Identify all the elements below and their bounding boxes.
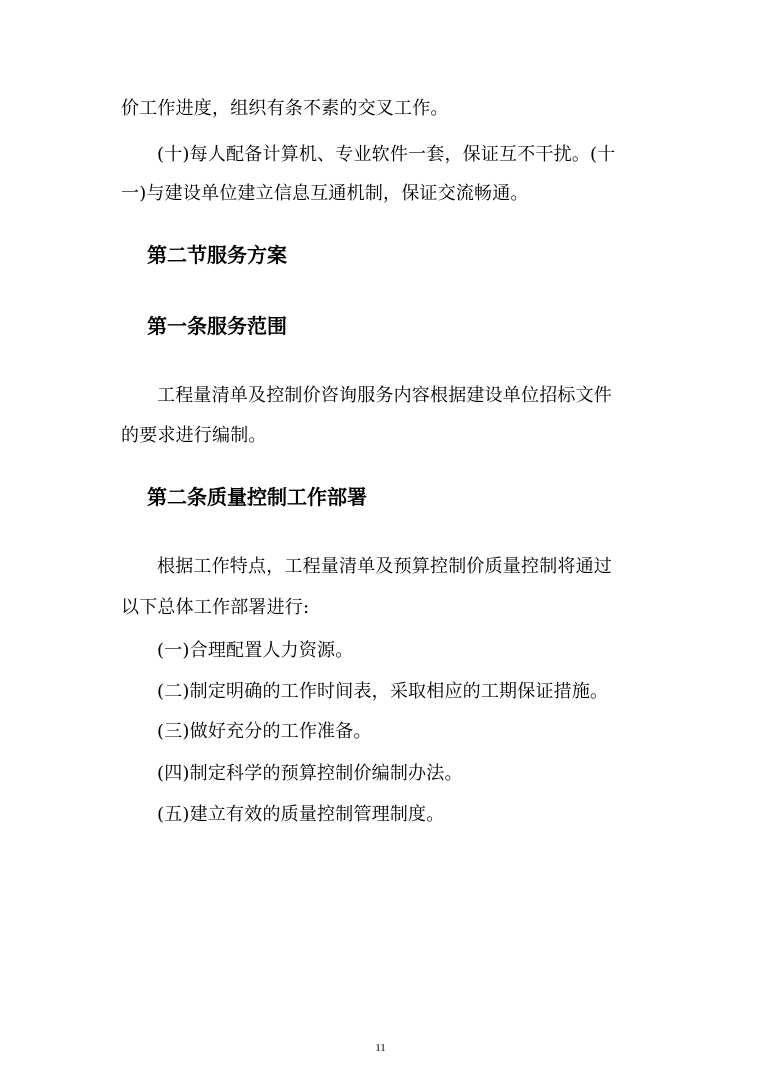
paragraph-line: 一)与建设单位建立信息互通机制，保证交流畅通。 xyxy=(121,183,529,204)
paragraph-line: (十)每人配备计算机、专业软件一套，保证互不干扰。(十 xyxy=(157,144,616,165)
section-heading: 第二节服务方案 xyxy=(147,243,287,267)
paragraph-line: 的要求进行编制。 xyxy=(121,425,267,446)
article-heading-quality: 第二条质量控制工作部署 xyxy=(147,485,367,509)
list-item: (一)合理配置人力资源。 xyxy=(157,640,354,661)
list-item: (四)制定科学的预算控制价编制办法。 xyxy=(157,763,463,784)
paragraph-line: 以下总体工作部署进行: xyxy=(121,597,310,618)
list-item: (五)建立有效的质量控制管理制度。 xyxy=(157,804,445,825)
paragraph-line: 工程量清单及控制价咨询服务内容根据建设单位招标文件 xyxy=(157,385,612,406)
page-number: 11 xyxy=(375,1042,386,1054)
article-heading-scope: 第一条服务范围 xyxy=(147,314,287,338)
paragraph-line: 根据工作特点，工程量清单及预算控制价质量控制将通过 xyxy=(157,556,612,577)
list-item: (二)制定明确的工作时间表，采取相应的工期保证措施。 xyxy=(157,681,609,702)
list-item: (三)做好充分的工作准备。 xyxy=(157,721,372,742)
paragraph-line: 价工作进度，组织有条不素的交叉工作。 xyxy=(121,98,449,119)
